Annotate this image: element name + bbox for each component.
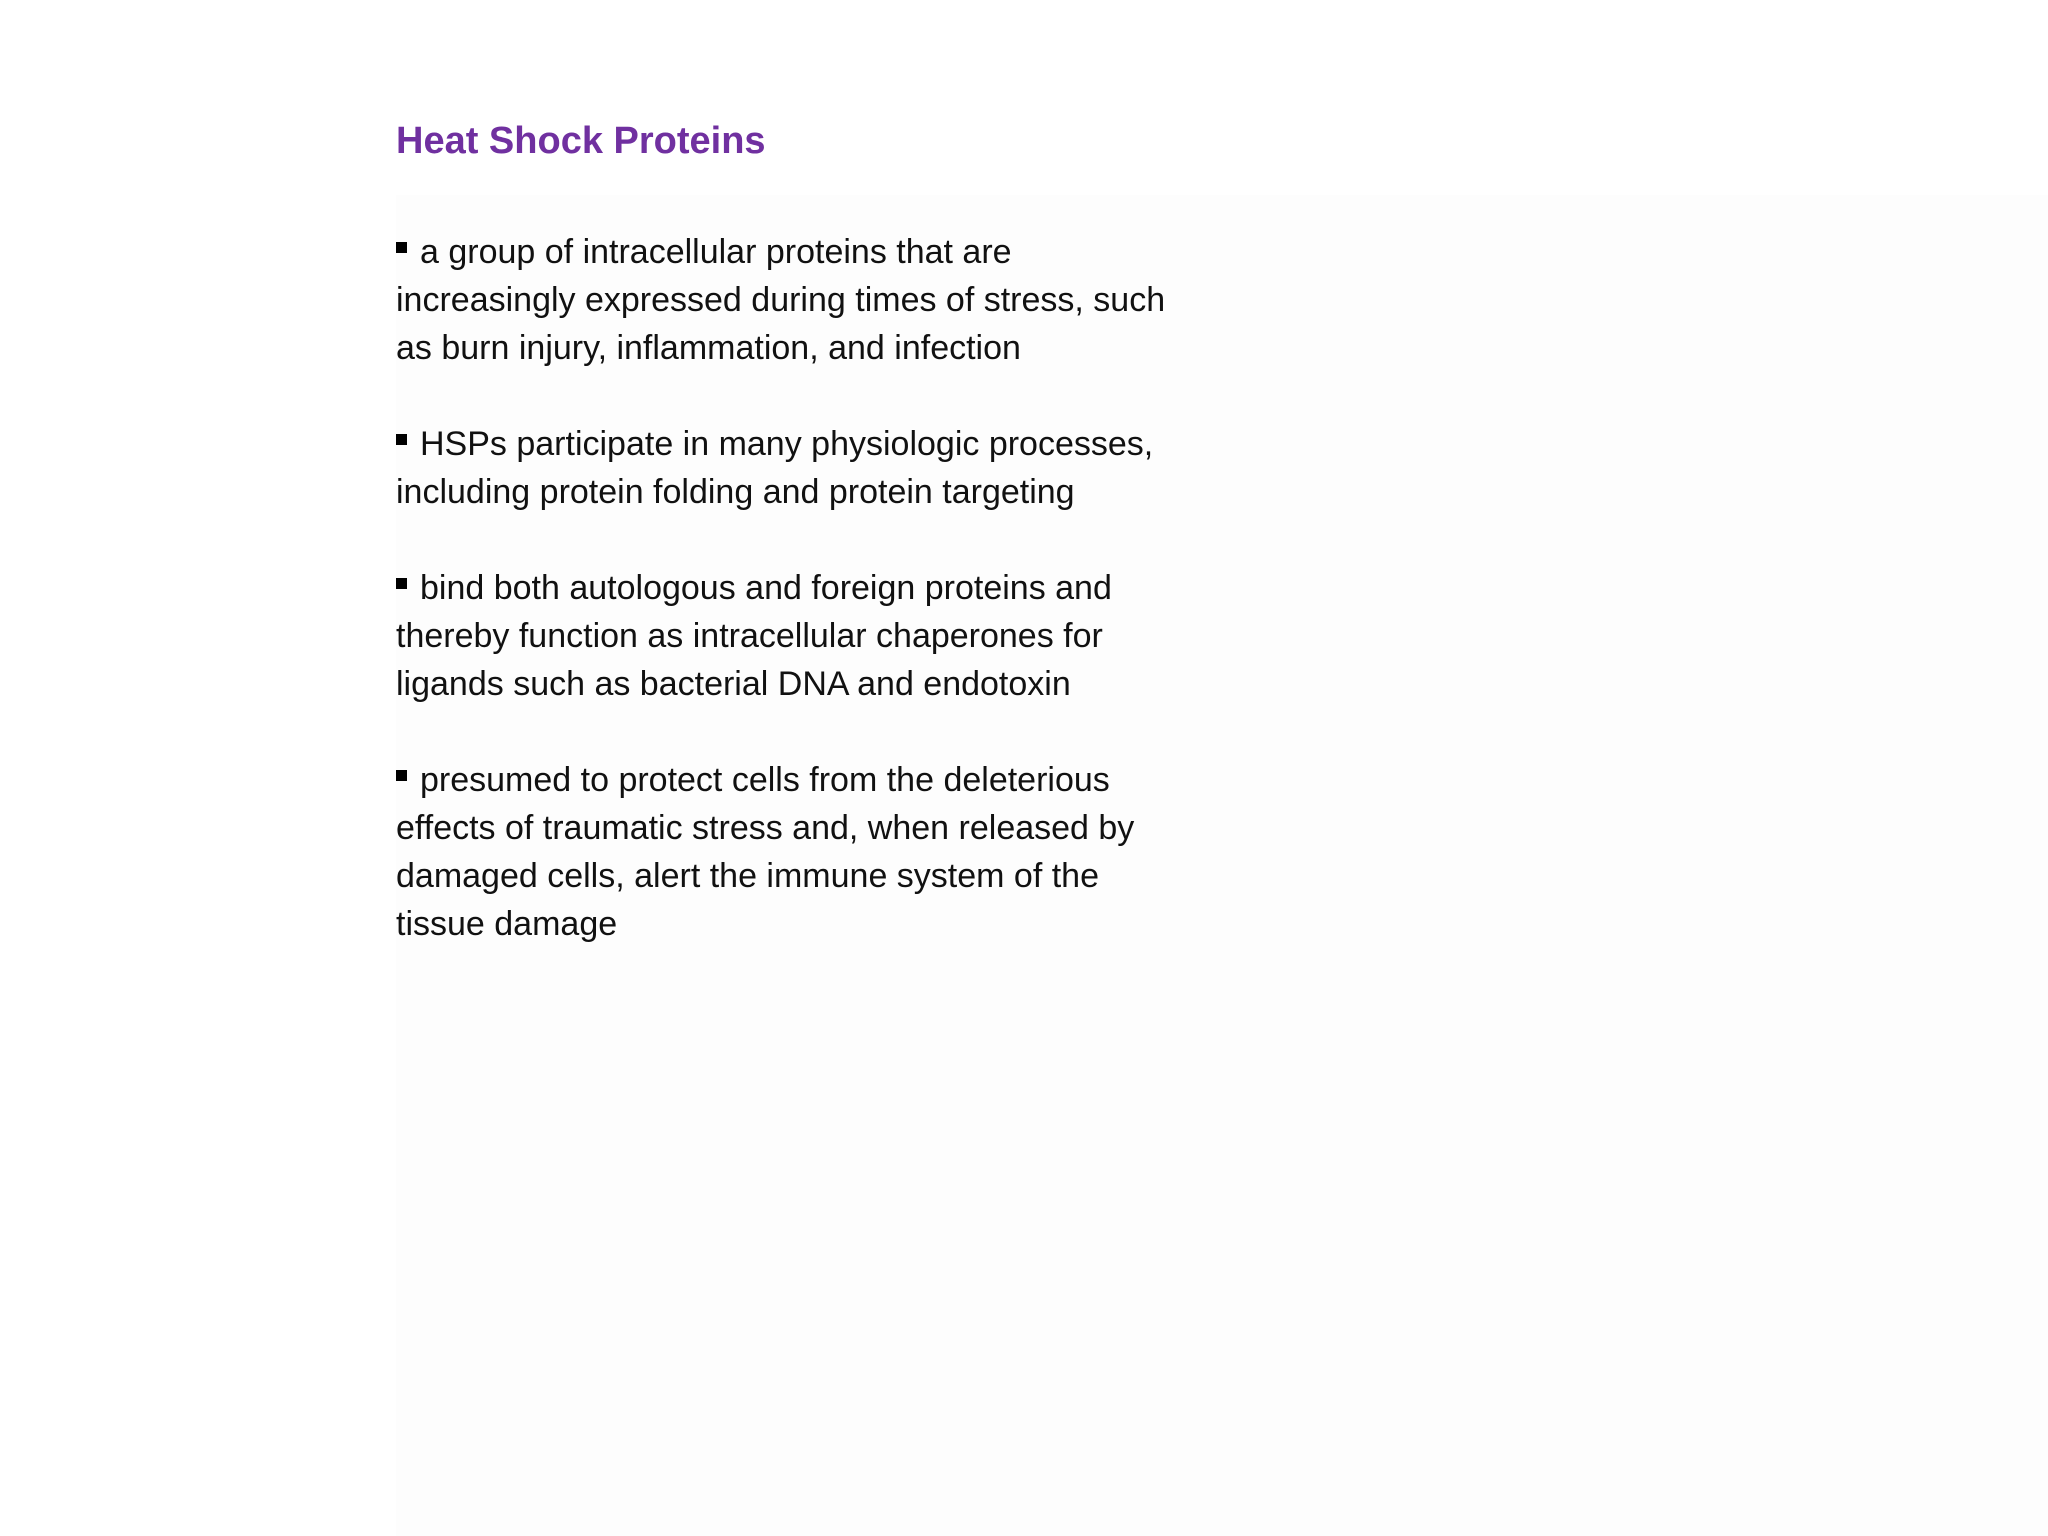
- bullet-item: [396, 756, 1166, 948]
- bullet-item: [396, 228, 1166, 372]
- bullet-list: [396, 228, 1166, 996]
- bullet-item: [396, 420, 1166, 516]
- bullet-text: a group of intracellular proteins that are increasingly expressed during times of stress, such as burn injury, inflammation, and infection: [396, 233, 1166, 367]
- square-bullet-icon: [396, 434, 407, 445]
- square-bullet-icon: [396, 242, 407, 253]
- slide-title: Heat Shock Proteins: [396, 120, 766, 162]
- bullet-text: bind both autologous and foreign proteins and thereby function as intracellular chaperones for ligands such as bacterial DNA and endotoxin: [396, 569, 1112, 703]
- square-bullet-icon: [396, 578, 407, 589]
- square-bullet-icon: [396, 770, 407, 781]
- bullet-item: [396, 564, 1166, 708]
- bullet-text: HSPs participate in many physiologic processes, including protein folding and protein targeting: [396, 425, 1154, 511]
- bullet-text: presumed to protect cells from the deleterious effects of traumatic stress and, when released by damaged cells, alert the immune system of the tissue damage: [396, 761, 1135, 943]
